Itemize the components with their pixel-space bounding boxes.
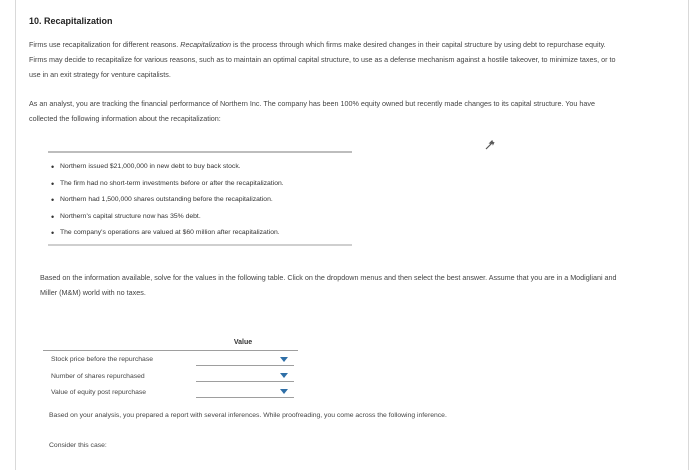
list-item: • The firm had no short-term investments before or after the recapitalization.: [60, 176, 284, 193]
equity-value-dropdown[interactable]: [196, 385, 294, 398]
list-item: • Northern's capital structure now has 35% debt.: [60, 209, 284, 226]
row-label-shares-repurchased: Number of shares repurchased: [51, 373, 145, 380]
recapitalization-facts: [48, 151, 352, 247]
table-header-rule: [43, 350, 298, 351]
shares-repurchased-dropdown[interactable]: [196, 369, 294, 382]
chevron-down-icon[interactable]: [280, 389, 288, 394]
divider: [48, 244, 352, 246]
section-title: 10. Recapitalization: [29, 16, 113, 26]
chevron-down-icon[interactable]: [280, 373, 288, 378]
analyst-paragraph: As an analyst, you are tracking the financial performance of Northern Inc. The company has been 100% equity owned but recently made changes to its capital structure. You have collected the following information about the recapitalization:: [29, 99, 596, 123]
followup-paragraph: Based on your analysis, you prepared a report with several inferences. While proofreading, you come across the following inference.: [49, 412, 447, 419]
mouse-pointer-icon: [485, 140, 495, 150]
list-item: • The company's operations are valued at $60 million after recapitalization.: [60, 225, 284, 242]
stock-price-dropdown[interactable]: [196, 353, 294, 366]
recapitalization-term: Recapitalization: [180, 40, 232, 49]
chevron-down-icon[interactable]: [280, 357, 288, 362]
facts-list: [48, 159, 284, 242]
intro-paragraph: [29, 37, 619, 82]
divider: [48, 151, 352, 153]
intro-text-a: Firms use recapitalization for different reasons.: [29, 40, 181, 49]
intro-text-b: is the process through which firms make desired changes in their capital structure by using debt to repurchase equity. Firms may decide to recapitalize for various reasons, such as to maintain an optimal capital structure, to use as a defense mechanism against a hostile takeover, to minimize taxes, or to use in an exit strategy for venture capitalists.: [29, 40, 616, 79]
instructions-paragraph: Based on the information available, solve for the values in the following table. Click on the dropdown menus and then select the best answer. Assume that you are in a Modigliani and Miller (M&M) world with no taxes.: [40, 273, 617, 297]
list-item: • Northern had 1,500,000 shares outstanding before the recapitalization.: [60, 192, 284, 209]
consider-label: Consider this case:: [49, 442, 107, 449]
value-column-header: Value: [233, 339, 253, 346]
row-label-stock-price: Stock price before the repurchase: [51, 356, 154, 363]
list-item: • Northern issued $21,000,000 in new debt to buy back stock.: [60, 159, 284, 176]
row-label-equity-value: Value of equity post repurchase: [51, 389, 147, 396]
